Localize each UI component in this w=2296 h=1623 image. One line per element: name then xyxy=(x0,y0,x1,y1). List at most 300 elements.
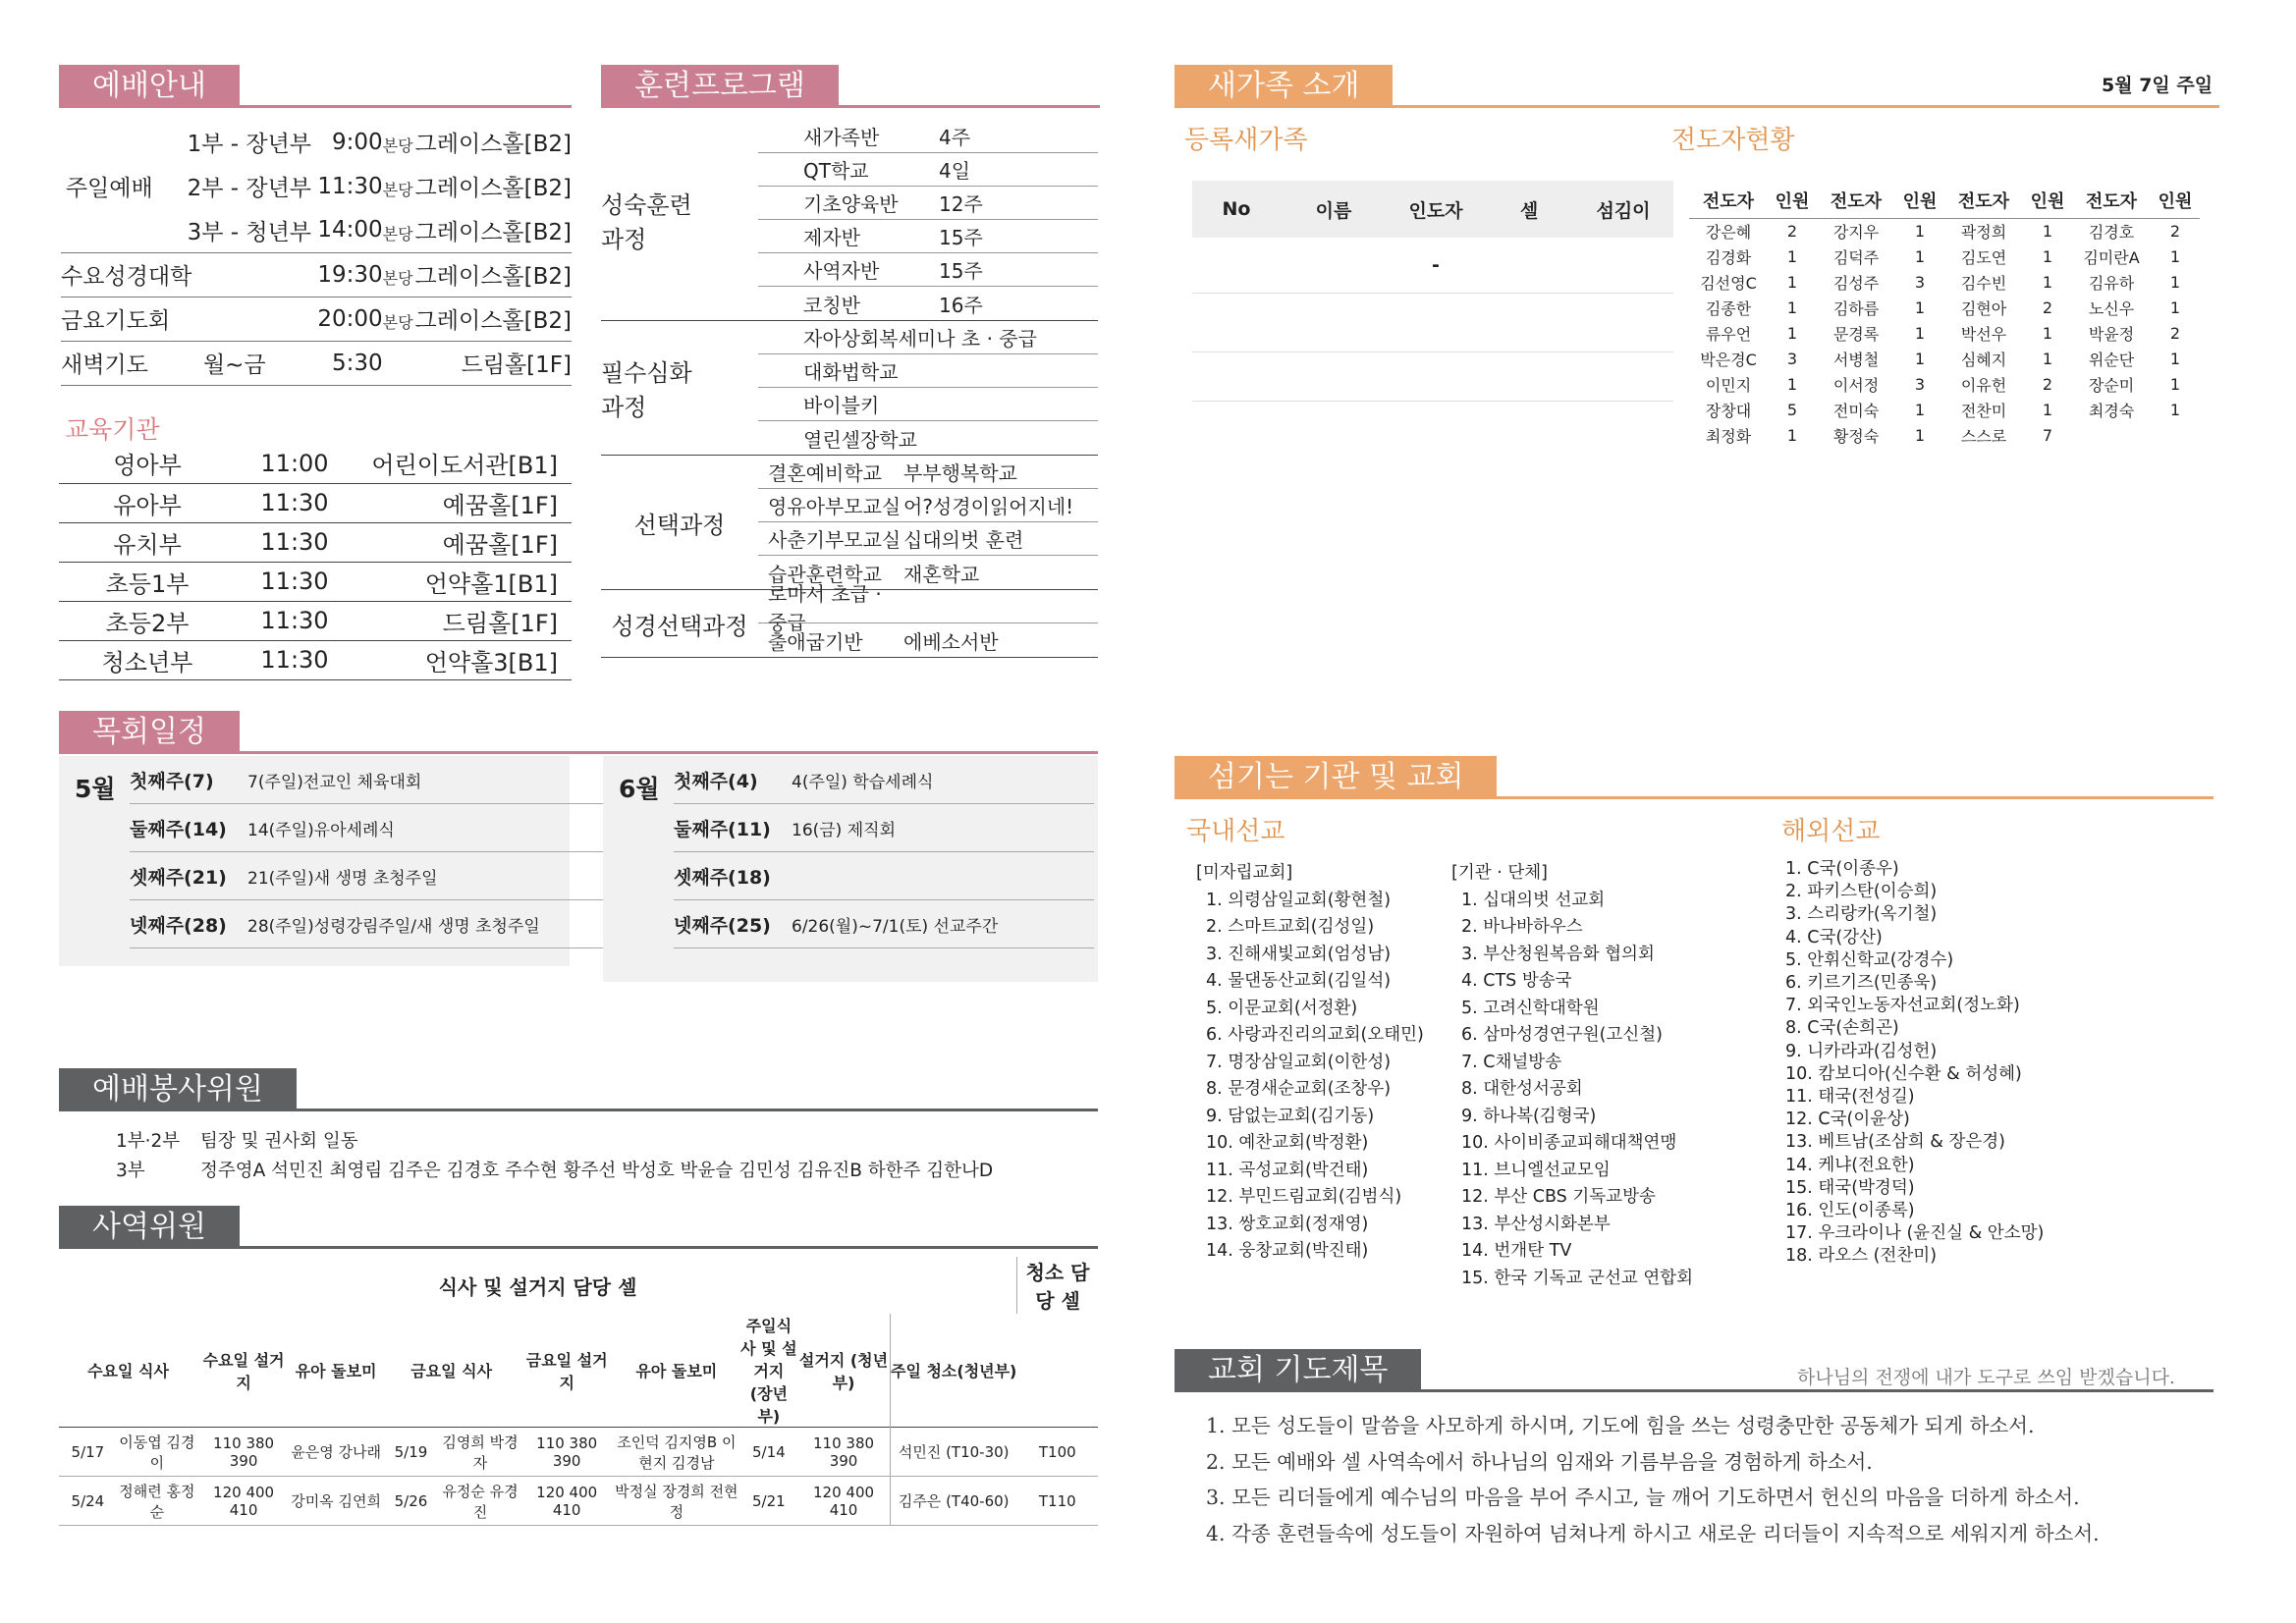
mission-item: 10. 예찬교회(박정환) xyxy=(1206,1133,1369,1153)
worship-time: 11:30 xyxy=(317,173,383,199)
servers-names-1: 팀장 및 권사회 일동 xyxy=(200,1131,358,1152)
ev-count: 1 xyxy=(2042,272,2053,292)
place-prefix: 본당 xyxy=(382,224,413,243)
training-detail: 15주 xyxy=(939,259,983,283)
missions-header xyxy=(1175,756,2214,799)
nf-empty: - xyxy=(1432,253,1440,276)
mission-item: 14. 번개탄 TV xyxy=(1461,1241,1572,1261)
mission-item: 7. C채널방송 xyxy=(1461,1052,1562,1072)
ev-name: 김하름 xyxy=(1832,298,1880,318)
servers-part-3: 3부 xyxy=(116,1161,145,1181)
ev-name: 곽정희 xyxy=(1960,222,2007,242)
training-item xyxy=(758,623,1098,657)
edu-time: 11:00 xyxy=(236,444,354,483)
mission-item: 2. 파키스탄(이승희) xyxy=(1785,882,1938,902)
ministry-cell-d1: 5/17 xyxy=(71,1442,105,1461)
nf-col-name: 이름 xyxy=(1315,199,1352,222)
ev-name: 김미란A xyxy=(2083,247,2140,267)
ministry-cell-n1: 이동엽 김경이 xyxy=(119,1433,195,1472)
place-name: 드림홀[1F] xyxy=(461,352,572,378)
ev-name: 박선우 xyxy=(1960,324,2007,344)
servers-header xyxy=(59,1068,1098,1111)
training-course: 열린셀장학교 xyxy=(803,427,917,452)
mission-item: 10. 사이비종교피해대책연맹 xyxy=(1461,1133,1677,1153)
ev-count: 2 xyxy=(2169,323,2181,343)
training-course: 사춘기부모교실 xyxy=(768,528,902,552)
ministry-title: 사역위원 xyxy=(59,1206,240,1249)
overseas-missions xyxy=(1785,858,2044,1269)
worship-row xyxy=(61,297,572,341)
training-course: 바이블키 xyxy=(803,394,880,417)
ev-count: 2 xyxy=(2042,374,2053,394)
evangelist-table xyxy=(1689,183,2200,448)
training-group-name: 필수심화과정 xyxy=(601,359,692,421)
worship-place xyxy=(383,252,572,297)
ministry-cell-n2: 유정순 유경진 xyxy=(442,1482,519,1521)
ministry-cell-c3: 120 400 410 xyxy=(813,1483,875,1519)
mission-item: 1. 십대의벗 선교회 xyxy=(1461,890,1606,910)
schedule-row xyxy=(674,804,1094,852)
mission-item: 12. 부산 CBS 기독교방송 xyxy=(1461,1187,1656,1207)
education-row xyxy=(59,444,572,483)
mission-item: 14. 웅창교회(박진태) xyxy=(1206,1241,1369,1261)
ev-count: 1 xyxy=(2042,221,2053,241)
servers-title: 예배봉사위원 xyxy=(59,1068,297,1111)
edu-place: 언약홀1[B1] xyxy=(354,562,572,601)
training-course: 영유아부모교실 xyxy=(768,495,902,518)
ev-name: 김덕주 xyxy=(1832,247,1880,267)
col-sun-youth: 설거지 (청년부) xyxy=(798,1350,889,1392)
ev-row xyxy=(1689,295,2200,320)
worship-part: 2부 - 장년부 xyxy=(187,176,312,201)
training-course: 자아상회복세미나 초 · 중급 xyxy=(803,327,1037,351)
education-row xyxy=(59,601,572,640)
ev-name: 위순단 xyxy=(2088,350,2135,369)
mission-item: 3. 진해새빛교회(엄성남) xyxy=(1206,944,1392,964)
training-detail: 부부행복학교 xyxy=(903,461,1017,485)
ministry-cell-y: T100 xyxy=(1038,1442,1076,1461)
mission-item: 17. 우크라이나 (윤진실 & 안소망) xyxy=(1785,1223,2045,1244)
training-item xyxy=(758,153,1098,187)
servers-names-3: 정주영A 석민진 최영림 김주은 김경호 주수현 황주선 박성호 박윤슬 김민성 김유진B 하한주 김한나D xyxy=(200,1161,994,1181)
training-item xyxy=(758,253,1098,287)
education-row xyxy=(59,522,572,562)
ev-count: 1 xyxy=(1914,425,1926,445)
ministry-cell-cl: 석민진 (T10-30) xyxy=(890,1428,1016,1477)
worship-time: 20:00 xyxy=(311,297,383,341)
mission-item: 4. 물댄동산교회(김일석) xyxy=(1206,971,1392,991)
ev-count: 1 xyxy=(1786,272,1798,292)
ev-name: 황정숙 xyxy=(1832,426,1880,446)
worship-header xyxy=(59,65,572,108)
worship-place xyxy=(383,120,572,164)
ministry-cell-b1: 윤은영 강나래 xyxy=(291,1443,381,1461)
registered-title: 등록새가족 xyxy=(1184,126,1308,155)
ev-name: 스스로 xyxy=(1960,426,2007,446)
ev-count: 2 xyxy=(2042,298,2053,317)
edu-place: 예꿈홀[1F] xyxy=(354,483,572,522)
training-detail: 재혼학교 xyxy=(903,562,980,586)
col-wed-meal: 수요일 식사 xyxy=(87,1362,169,1380)
ev-count: 1 xyxy=(2042,323,2053,343)
training-course: 결혼예비학교 xyxy=(768,461,882,485)
training-course: 코칭반 xyxy=(803,293,860,317)
col-sun-meal: 주일식사 및 설거지 (장년부) xyxy=(740,1317,797,1426)
ev-count: 1 xyxy=(2169,272,2181,292)
ev-header: 인원 xyxy=(1768,183,1817,218)
mission-item: 2. 스마트교회(김성일) xyxy=(1206,917,1375,937)
schedule-row xyxy=(130,852,621,900)
ministry-cell-c1: 110 380 390 xyxy=(213,1434,275,1470)
worship-row xyxy=(61,252,572,297)
ev-name: 장창대 xyxy=(1705,401,1752,420)
edu-dept: 초등2부 xyxy=(59,601,236,640)
worship-time: 9:00 xyxy=(331,129,383,155)
mission-item: 5. 안휘신학교(강경수) xyxy=(1785,949,1954,970)
prayer-item: 4. 각종 훈련들속에 성도들이 자원하여 넘쳐나게 하시고 새로운 리더들이 지속적으로 세워지게 하소서. xyxy=(1206,1521,2100,1545)
place-prefix: 본당 xyxy=(382,136,413,155)
edu-place: 어린이도서관[B1] xyxy=(354,444,572,483)
training-items xyxy=(758,321,1098,455)
schedule-week: 둘째주(14) xyxy=(130,818,227,840)
mission-item: 7. 외국인노동자선교회(정노화) xyxy=(1785,996,2020,1016)
ev-name: 김종한 xyxy=(1705,298,1752,318)
ev-header: 인원 xyxy=(2151,183,2200,218)
edu-time: 11:30 xyxy=(236,640,354,679)
schedule-week: 첫째주(4) xyxy=(674,770,758,792)
ev-row xyxy=(1689,243,2200,269)
ev-name: 박은경C xyxy=(1700,350,1757,369)
ev-count: 3 xyxy=(1786,349,1798,368)
ministry-cell-c2: 110 380 390 xyxy=(536,1434,598,1470)
training-item xyxy=(758,321,1098,354)
pastoral-header xyxy=(59,711,1098,754)
mission-item: 1. C국(이종우) xyxy=(1785,859,1899,879)
schedule-event: 28(주일)성령강림주일/새 생명 초청주일 xyxy=(247,916,540,937)
schedule-week: 넷째주(25) xyxy=(674,914,771,937)
ev-name: 김경화 xyxy=(1705,247,1752,267)
ev-name: 장순미 xyxy=(2088,375,2135,395)
ev-name: 심혜지 xyxy=(1960,350,2007,369)
training-item xyxy=(758,354,1098,388)
domestic-churches xyxy=(1196,860,1424,1266)
training-detail: 15주 xyxy=(939,226,983,249)
nf-col-leader: 인도자 xyxy=(1408,199,1463,222)
mission-item: 15. 한국 기독교 군선교 연합회 xyxy=(1461,1268,1694,1288)
ev-count: 1 xyxy=(2042,349,2053,368)
mission-item: 16. 인도(이종록) xyxy=(1785,1201,1915,1221)
education-title: 교육기관 xyxy=(65,415,160,444)
ev-name: 강은혜 xyxy=(1705,222,1752,242)
mission-item: 14. 케냐(전요한) xyxy=(1785,1155,1915,1175)
ev-header: 전도자 xyxy=(1689,183,1768,218)
edu-dept: 유아부 xyxy=(59,483,236,522)
mission-item: 8. C국(손희곤) xyxy=(1785,1018,1899,1039)
worship-group: 주일예배 xyxy=(61,120,158,252)
schedule-row xyxy=(130,756,621,804)
prayer-list xyxy=(1206,1408,2100,1551)
ev-count: 1 xyxy=(1786,323,1798,343)
mission-item: 4. C국(강산) xyxy=(1785,927,1883,947)
training-title: 훈련프로그램 xyxy=(601,65,839,108)
mission-item: 5. 고려신학대학원 xyxy=(1461,998,1600,1018)
mission-item: 12. C국(이윤상) xyxy=(1785,1109,1910,1130)
ev-name: 김유하 xyxy=(2088,273,2135,293)
education-row xyxy=(59,562,572,601)
training-items xyxy=(758,456,1098,589)
ev-row xyxy=(1689,346,2200,371)
ev-count: 1 xyxy=(1914,298,1926,317)
edu-place: 언약홀3[B1] xyxy=(354,640,572,679)
training-item xyxy=(758,421,1098,455)
training-detail: 4주 xyxy=(939,126,971,149)
meal-group-label: 식사 및 설거지 담당 셀 xyxy=(438,1274,637,1299)
ministry-cell-cl: 김주은 (T40-60) xyxy=(890,1477,1016,1526)
worship-time: 14:00 xyxy=(311,208,383,252)
ev-count: 1 xyxy=(1914,349,1926,368)
training-group xyxy=(601,581,1098,658)
ev-count: 1 xyxy=(1914,246,1926,266)
worship-group: 금요기도회 xyxy=(61,297,311,341)
ev-count: 2 xyxy=(2169,221,2181,241)
edu-time: 11:30 xyxy=(236,562,354,601)
mission-item: 6. 키르기즈(민종욱) xyxy=(1785,973,1938,994)
ev-name: 최정화 xyxy=(1705,426,1752,446)
newfamily-header xyxy=(1175,65,2219,108)
training-group xyxy=(601,120,1098,321)
ministry-cell-d2: 5/19 xyxy=(394,1442,428,1461)
ev-count: 1 xyxy=(2042,246,2053,266)
ev-name: 김현아 xyxy=(1960,298,2007,318)
worship-time: 19:30 xyxy=(311,252,383,297)
col-fri-meal: 금요일 식사 xyxy=(410,1362,493,1380)
ev-row xyxy=(1689,422,2200,448)
worship-part: 1부 - 장년부 xyxy=(187,132,312,157)
ev-name: 이서정 xyxy=(1832,375,1880,395)
nf-col-no: No xyxy=(1222,198,1251,220)
ev-name xyxy=(2072,422,2151,448)
ev-count: 7 xyxy=(2042,425,2053,445)
training-item xyxy=(758,581,1098,634)
mission-item: 10. 캄보디아(신수환 & 허성혜) xyxy=(1785,1063,2022,1084)
ministry-table xyxy=(59,1257,1098,1526)
edu-dept: 유치부 xyxy=(59,522,236,562)
worship-group: 수요성경대학 xyxy=(61,252,311,297)
schedule-event: 21(주일)새 생명 초청주일 xyxy=(247,868,438,889)
training-item xyxy=(758,287,1098,320)
edu-place: 예꿈홀[1F] xyxy=(354,522,572,562)
ministry-cell-c3: 110 380 390 xyxy=(813,1434,875,1470)
mission-item: 4. CTS 방송국 xyxy=(1461,971,1572,991)
training-detail: 십대의벗 훈련 xyxy=(903,528,1024,552)
edu-dept: 청소년부 xyxy=(59,640,236,679)
edu-dept: 영아부 xyxy=(59,444,236,483)
ev-row xyxy=(1689,371,2200,397)
prayer-item: 1. 모든 성도들이 말씀을 사모하게 하시며, 기도에 힘을 쓰는 성령충만한 공동체가 되게 하소서. xyxy=(1206,1414,2035,1437)
overseas-title: 해외선교 xyxy=(1781,817,1881,846)
edu-place: 드림홀[1F] xyxy=(354,601,572,640)
mission-item: 6. 사랑과진리의교회(오태민) xyxy=(1206,1025,1424,1045)
ev-count: 1 xyxy=(2042,400,2053,419)
training-item xyxy=(758,220,1098,253)
ev-count: 1 xyxy=(1914,221,1926,241)
mission-item: 11. 태국(전성길) xyxy=(1785,1087,1915,1108)
worship-table xyxy=(61,120,572,386)
ev-header: 전도자 xyxy=(1944,183,2023,218)
mission-item: 3. 스리랑카(옥기철) xyxy=(1785,904,1938,925)
training-course: 기초양육반 xyxy=(803,192,899,216)
col-wed-dish: 수요일 설거지 xyxy=(202,1350,285,1392)
ev-header: 인원 xyxy=(2023,183,2072,218)
place-prefix: 본당 xyxy=(382,313,413,332)
domestic-organizations xyxy=(1451,860,1693,1292)
schedule-event: 7(주일)전교인 체육대회 xyxy=(247,772,422,792)
schedule-event: 16(금) 제직회 xyxy=(792,820,896,840)
edu-time: 11:30 xyxy=(236,483,354,522)
servers-part-1: 1부·2부 xyxy=(116,1131,181,1152)
ev-count: 1 xyxy=(1914,323,1926,343)
mission-item: 5. 이문교회(서정환) xyxy=(1206,998,1358,1018)
nf-col-cell: 셀 xyxy=(1519,199,1539,222)
june-schedule xyxy=(603,756,1098,982)
ministry-cell-b2: 박정실 장경희 전현정 xyxy=(615,1482,738,1521)
mission-item: 9. 담없는교회(김기동) xyxy=(1206,1106,1375,1126)
ministry-cell-c1: 120 400 410 xyxy=(213,1483,275,1519)
training-course: 습관훈련학교 xyxy=(768,562,882,586)
worship-row xyxy=(61,341,572,385)
ev-count: 3 xyxy=(1914,374,1926,394)
training-table xyxy=(601,120,1098,658)
ev-count: 5 xyxy=(1786,400,1798,419)
ev-count: 1 xyxy=(1786,298,1798,317)
ministry-cell-c2: 120 400 410 xyxy=(536,1483,598,1519)
mission-item: 3. 부산청원복음화 협의회 xyxy=(1461,944,1655,964)
worship-place xyxy=(383,208,572,252)
training-item xyxy=(758,120,1098,153)
mission-item: 13. 쌍호교회(정재영) xyxy=(1206,1214,1369,1234)
missions-title: 섬기는 기관 및 교회 xyxy=(1175,756,1497,799)
ev-count: 3 xyxy=(1914,272,1926,292)
training-course: QT학교 xyxy=(803,159,869,183)
ev-name: 강지우 xyxy=(1832,222,1880,242)
training-item xyxy=(758,388,1098,421)
training-course: 대화법학교 xyxy=(803,360,899,384)
ev-name: 김성주 xyxy=(1832,273,1880,293)
col2-head: [기관 · 단체] xyxy=(1451,863,1548,883)
training-course: 사역자반 xyxy=(803,259,880,283)
place-name: 그레이스홀[B2] xyxy=(414,264,572,290)
ministry-row xyxy=(59,1428,1098,1477)
schedule-event: 4(주일) 학습세례식 xyxy=(792,772,934,792)
mission-item: 18. 라오스 (전찬미) xyxy=(1785,1246,1938,1267)
col-wed-baby: 유아 돌보미 xyxy=(295,1362,377,1380)
ev-row xyxy=(1689,218,2200,243)
ev-name: 김선영C xyxy=(1700,273,1757,293)
education-table xyxy=(59,444,572,680)
worship-place xyxy=(383,341,572,385)
ministry-cell-d3: 5/21 xyxy=(752,1491,786,1510)
ministry-cell-d3: 5/14 xyxy=(752,1442,786,1461)
training-item xyxy=(758,522,1098,556)
edu-time: 11:30 xyxy=(236,601,354,640)
schedule-event: 14(주일)유아세례식 xyxy=(247,820,395,840)
evangelist-title: 전도자현황 xyxy=(1671,126,1795,155)
prayer-item: 2. 모든 예배와 셀 사역속에서 하나님의 임재와 기름부음을 경험하게 하소서. xyxy=(1206,1449,1873,1474)
col-sun-clean: 주일 청소(청년부) xyxy=(890,1314,1016,1428)
mission-item: 8. 대한성서공회 xyxy=(1461,1079,1583,1099)
schedule-row xyxy=(674,852,1094,900)
mission-item: 13. 부산성시화본부 xyxy=(1461,1214,1611,1234)
ministry-cell-d2: 5/26 xyxy=(394,1491,428,1510)
ev-name: 전찬미 xyxy=(1960,401,2007,420)
ministry-cell-b1: 강미옥 김연희 xyxy=(291,1492,381,1510)
schedule-week: 첫째주(7) xyxy=(130,770,214,792)
education-row xyxy=(59,640,572,679)
ev-name: 최경숙 xyxy=(2088,401,2135,420)
place-prefix: 본당 xyxy=(382,181,413,199)
ev-count: 1 xyxy=(2169,400,2181,419)
schedule-event: 6/26(월)~7/1(토) 선교주간 xyxy=(792,916,999,937)
place-name: 그레이스홀[B2] xyxy=(414,176,572,201)
schedule-row xyxy=(130,900,621,948)
training-group-name: 성숙훈련과정 xyxy=(601,191,692,253)
schedule-row xyxy=(674,756,1094,804)
schedule-week: 넷째주(28) xyxy=(130,914,227,937)
ev-name: 서병철 xyxy=(1832,350,1880,369)
training-course: 새가족반 xyxy=(803,126,880,149)
ministry-header xyxy=(59,1206,1098,1249)
training-detail: 12주 xyxy=(939,192,983,216)
training-detail: 어?성경이읽어지네! xyxy=(903,495,1074,518)
place-name: 그레이스홀[B2] xyxy=(414,132,572,157)
schedule-week: 셋째주(21) xyxy=(130,866,227,889)
ev-name: 이유헌 xyxy=(1960,375,2007,395)
place-prefix: 본당 xyxy=(382,269,413,288)
ev-count: 1 xyxy=(1914,400,1926,419)
edu-time: 11:30 xyxy=(236,522,354,562)
training-course: 제자반 xyxy=(803,226,860,249)
mission-item: 6. 삼마성경연구원(고신철) xyxy=(1461,1025,1663,1045)
worship-place xyxy=(383,297,572,341)
ev-count: 1 xyxy=(1786,374,1798,394)
ev-header: 인원 xyxy=(1895,183,1944,218)
ev-name: 김도연 xyxy=(1960,247,2007,267)
ministry-cell-d1: 5/24 xyxy=(71,1491,105,1510)
training-detail: 에베소서반 xyxy=(903,629,999,654)
ev-count: 2 xyxy=(1786,221,1798,241)
ev-header: 전도자 xyxy=(1817,183,1895,218)
ev-name: 김수빈 xyxy=(1960,273,2007,293)
may-schedule xyxy=(59,756,570,966)
worship-group: 새벽기도 xyxy=(61,341,158,385)
ev-name: 류우언 xyxy=(1705,324,1752,344)
training-item xyxy=(758,187,1098,220)
worship-part: 3부 - 청년부 xyxy=(158,208,311,252)
ev-name: 전미숙 xyxy=(1832,401,1880,420)
training-group-name: 선택과정 xyxy=(633,511,726,539)
prayer-title: 교회 기도제목 xyxy=(1175,1349,1421,1392)
schedule-week: 둘째주(11) xyxy=(674,818,771,840)
may-label: 5월 xyxy=(75,775,116,803)
june-label: 6월 xyxy=(619,775,660,803)
pastoral-title: 목회일정 xyxy=(59,711,240,754)
nf-col-server: 섬김이 xyxy=(1596,199,1651,222)
mission-item: 9. 하나복(김형국) xyxy=(1461,1106,1597,1126)
ev-row xyxy=(1689,269,2200,295)
newfamily-table xyxy=(1192,181,1673,402)
training-group xyxy=(601,456,1098,590)
mission-item: 11. 곡성교회(박건태) xyxy=(1206,1160,1369,1180)
